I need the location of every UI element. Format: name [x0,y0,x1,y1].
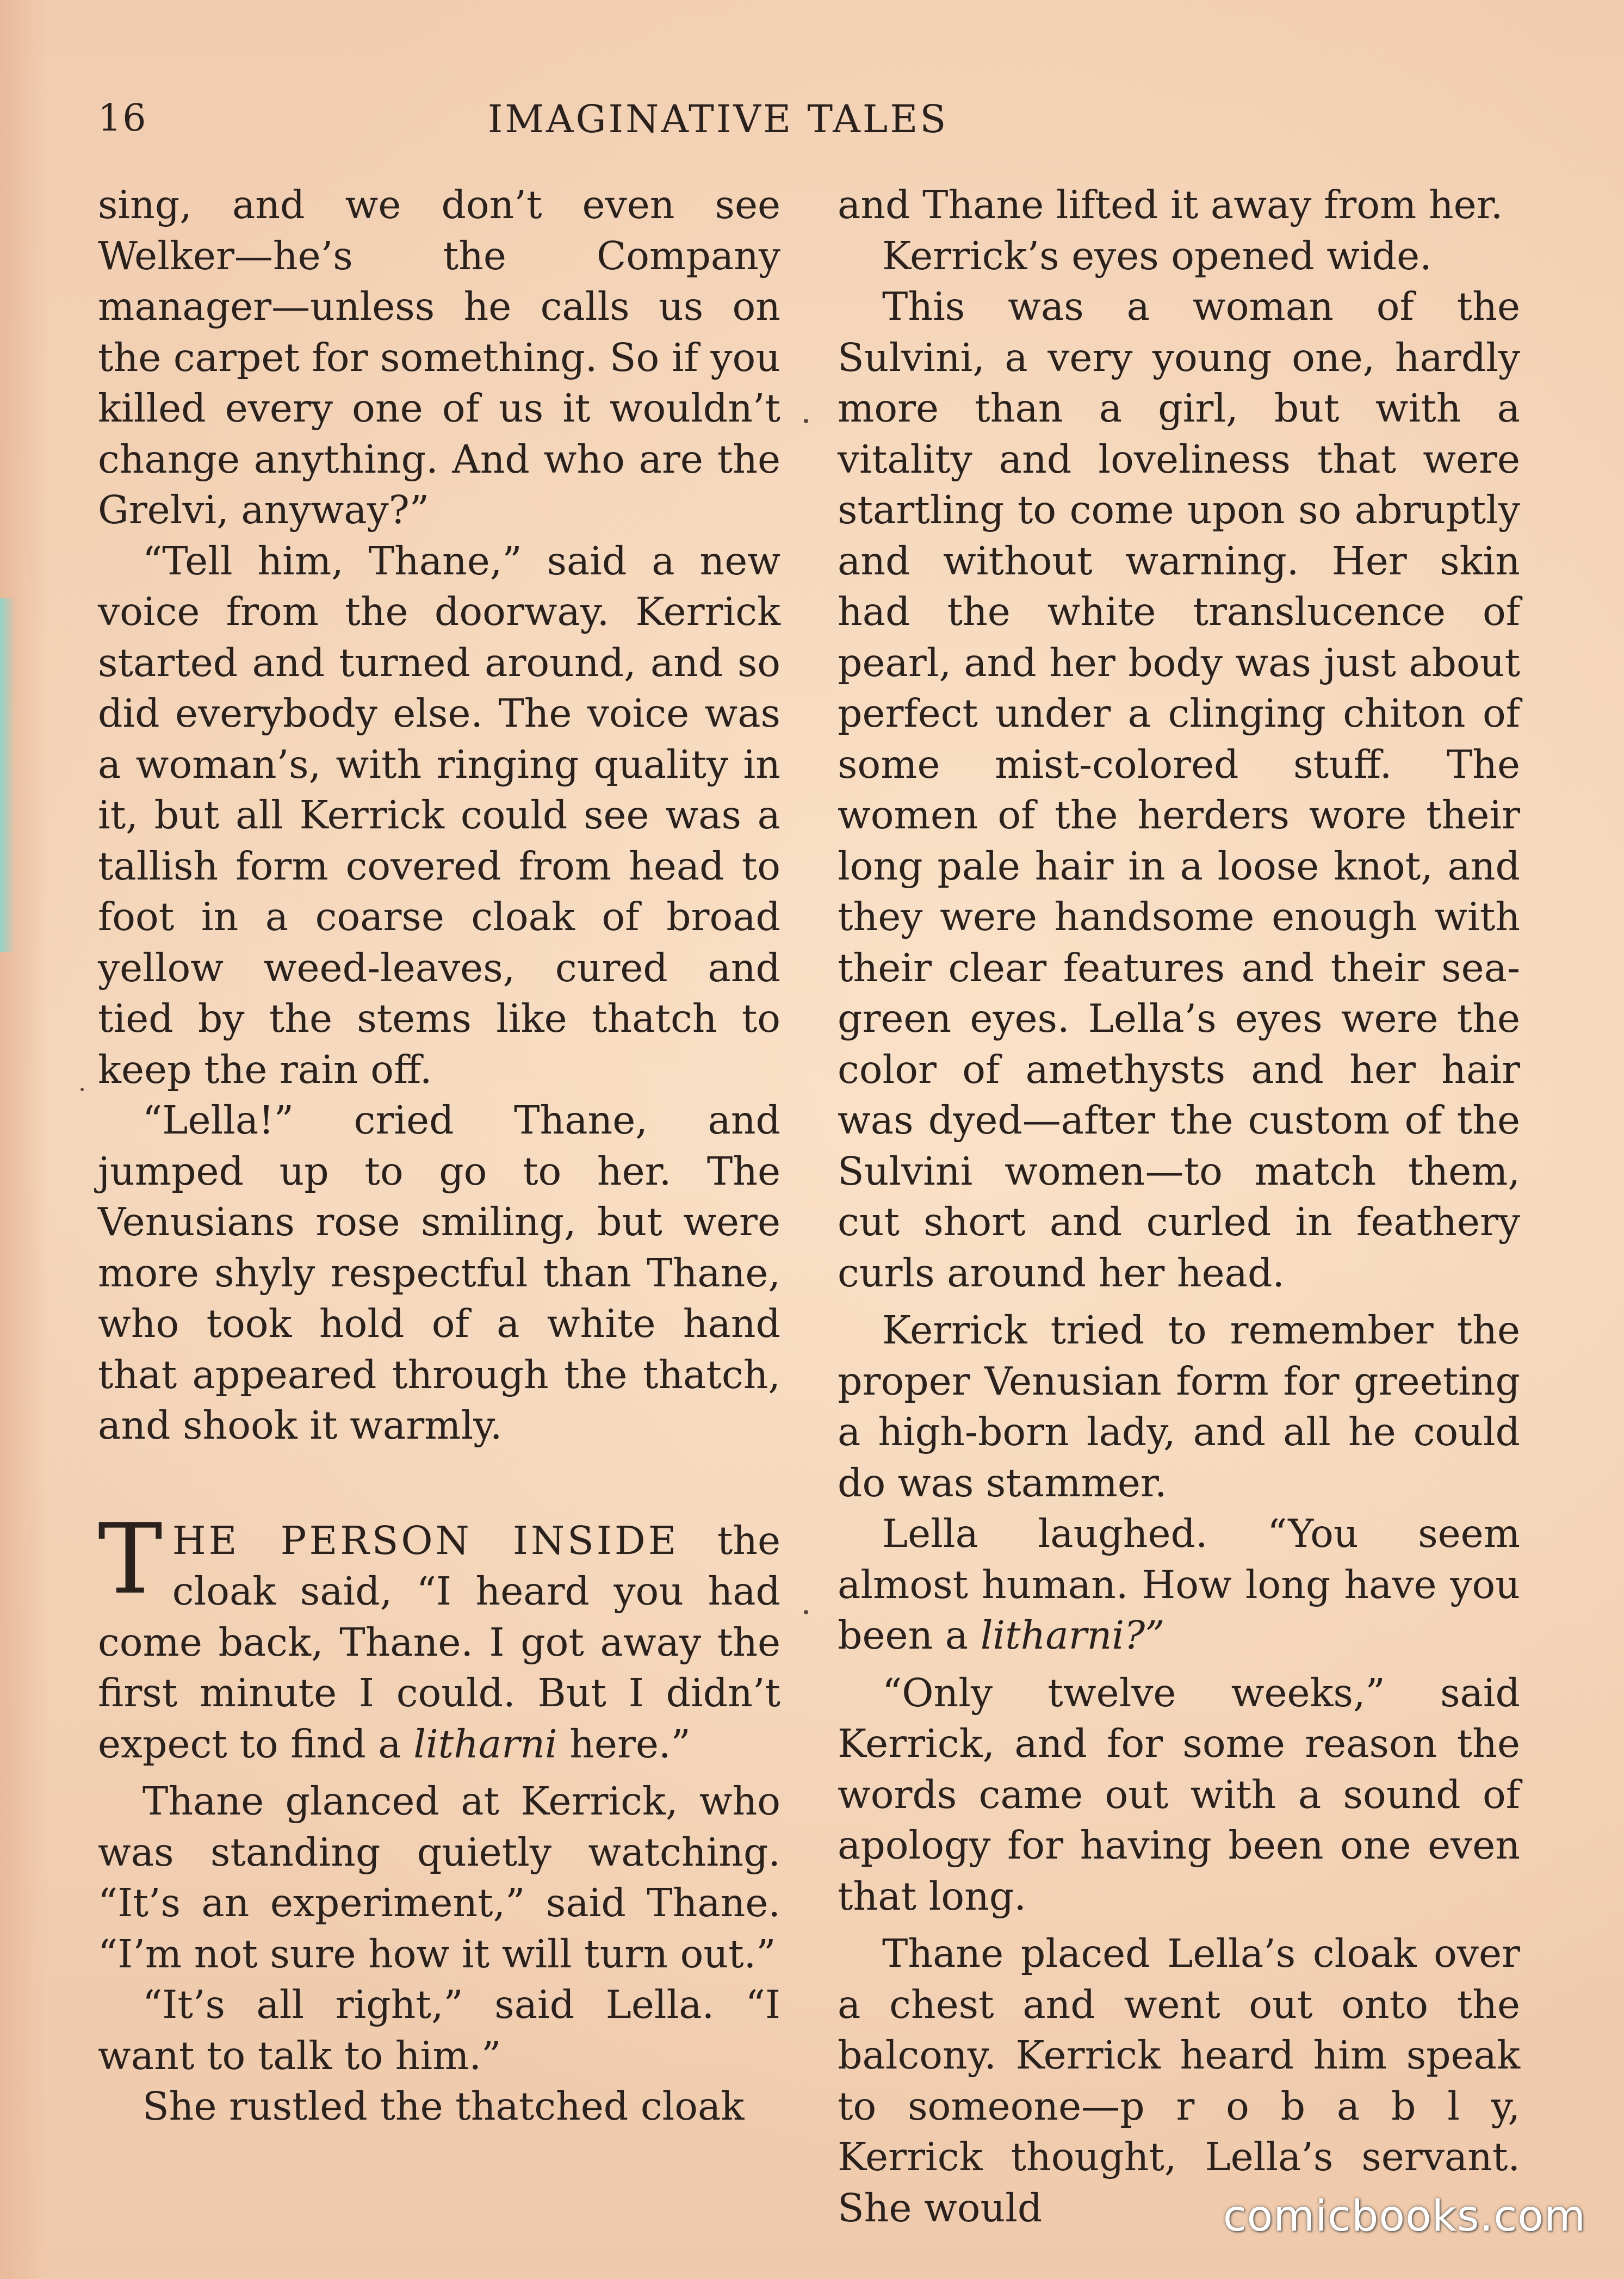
italic-term: litharni?” [980,1613,1165,1658]
left-column [98,179,780,2132]
paragraph: “It’s all right,” said Lella. “I want to talk to him.” [98,1982,780,2078]
paragraph-text: here.” [557,1721,691,1767]
paragraph: Thane placed Lella’s cloak over a chest and went out onto the balcony. Kerrick heard him speak to someone—p r o b a b l y, Kerrick thought, Lella’s servant. She would [838,1931,1520,2231]
italic-term: litharni [413,1721,557,1767]
paragraph: sing, and we don’t even see Welker—he’s the Company manager—unless he calls us on the carpet for something. So if you killed every one of us it wouldn’t change anything. And who are the Grelvi, anyway?” [98,182,780,532]
section-break [98,1451,780,1515]
ink-speck [804,419,808,423]
page-edge-shadow [0,0,49,2279]
drop-cap: T [98,1502,163,1615]
paragraph-text: Lella laughed. “You seem almost human. How long have you been a [838,1511,1520,1658]
paragraph: Kerrick’s eyes opened wide. [882,233,1432,278]
paragraph: Kerrick tried to remember the proper Venusian form for greeting a high-born lady, and all he could do was stammer. [838,1308,1520,1506]
paragraph: “Tell him, Thane,” said a new voice from the doorway. Kerrick started and turned around, and so did everybody else. The voice was a woman’s, with ringing quality in it, but all Kerrick could see was a tallish form covered from head to foot in a coarse cloak of broad yellow weed-leaves, cured and tied by the stems like thatch to keep the rain off. [98,538,780,1092]
right-column [838,179,1520,2233]
paragraph: and Thane lifted it away from her. [838,182,1503,227]
page-number: 16 [98,97,147,140]
paragraph: Thane glanced at Kerrick, who was standing quietly watching. “It’s an experiment,” said Thane. “I’m not sure how it will turn out.” [98,1779,780,1977]
watermark: comicbooks.com [1223,2192,1586,2241]
page-header [98,97,1555,151]
ink-speck [804,1610,808,1614]
ink-speck [80,1088,84,1091]
paragraph: She rustled the thatched cloak [142,2084,745,2129]
paragraph [838,1508,1520,1661]
paragraph-text: the cloak said, “I heard you had come back, Thane. I got away the first minute I could. But I didn’t expect to find a [98,1518,780,1767]
page-edge-stain [0,598,15,952]
paragraph: “Only twelve weeks,” said Kerrick, and for some reason the words came out with a sound of apology for having been one even that long. [838,1670,1520,1919]
paragraph-dropcap [98,1502,780,1770]
running-title: IMAGINATIVE TALES [487,97,949,141]
paragraph: This was a woman of the Sulvini, a very young one, hardly more than a girl, but with a vitality and loveliness that were startling to come upon so abruptly and without warning. Her skin had the white translucence of pearl, and her body was just about perfect under a clinging chiton of some mist-colored stuff. The women of the herders wore their long pale hair in a loose knot, and they were handsome enough with their clear features and their sea-green eyes. Lella’s eyes were the color of amethysts and her hair was dyed—after the custom of the Sulvini women—to match them, cut short and curled in feathery curls around her head. [838,284,1520,1296]
paragraph: “Lella!” cried Thane, and jumped up to go to her. The Venusians rose smiling, but were more shyly respectful than Thane, who took hold of a white hand that appeared through the thatch, and shook it warmly. [98,1098,780,1448]
small-caps-lead: HE PERSON INSIDE [172,1518,679,1563]
